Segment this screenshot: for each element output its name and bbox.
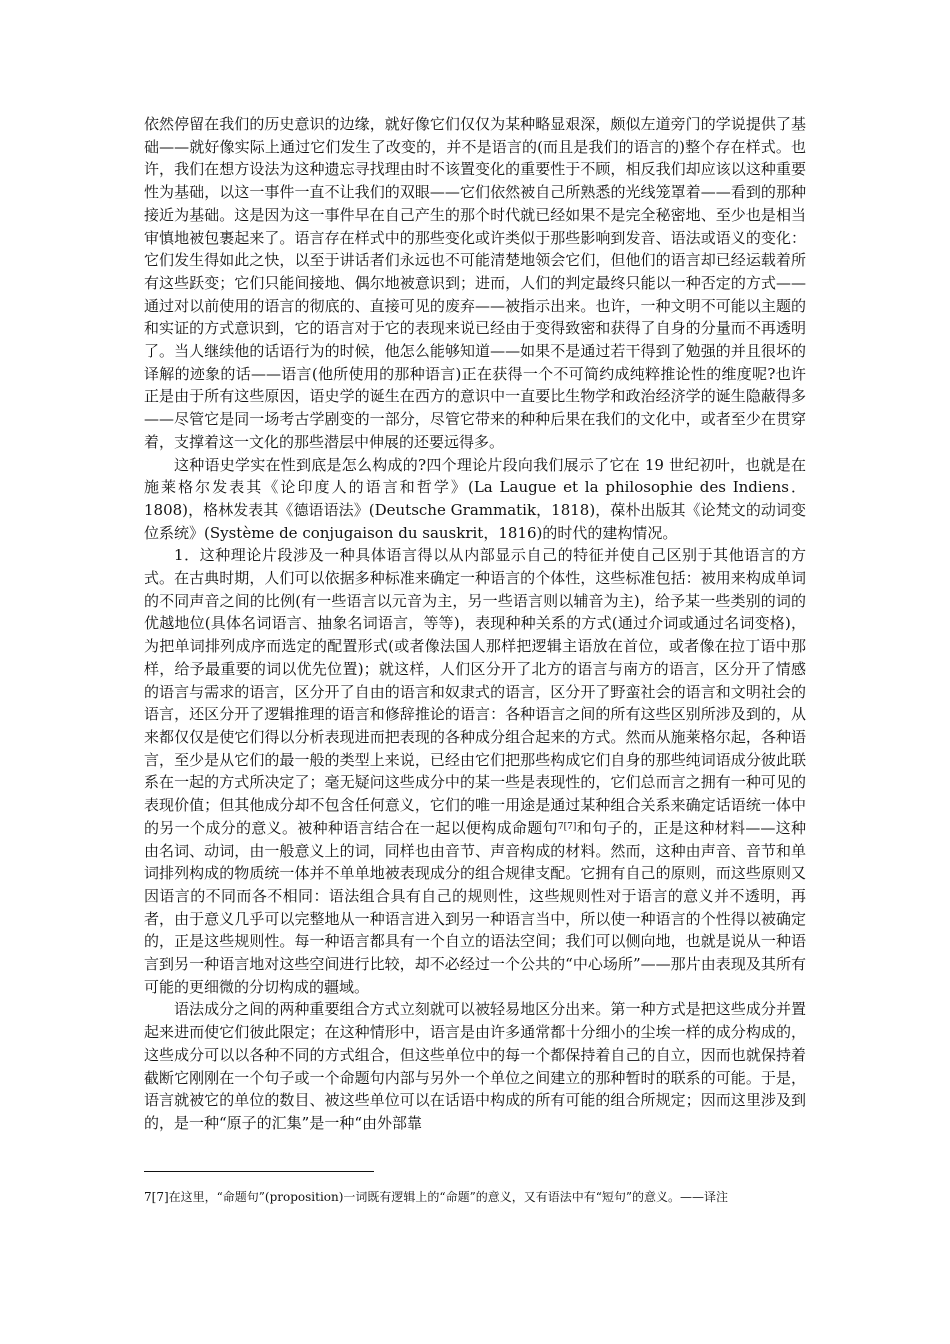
footnote-mark: 7[7] [144, 1190, 169, 1204]
paragraph-2: 这种语史学实在性到底是怎么构成的?四个理论片段向我们展示了它在 19 世纪初叶，也就是在施莱格尔发表其《论印度人的语言和哲学》(La Laugue et la philosophie des Indiens．1808)，格林发表其《德语语法》(Deutsche Grammatik，1818)，葆朴出版其《论梵文的动词变位系统》(Système de conjugaison du sauskrit，1816)的时代的建构情况。 [144, 455, 806, 542]
body-text [144, 113, 806, 1135]
paragraph-4: 语法成分之间的两种重要组合方式立刻就可以被轻易地区分出来。第一种方式是把这些成分并置起来进而使它们彼此限定；在这种情形中，语言是由许多通常都十分细小的尘埃一样的成分构成的，这些成分可以以各种不同的方式组合，但这些单位中的每一个都保持着自己的自立，因而也就保持着截断它刚刚在一个句子或一个命题句内部与另外一个单位之间建立的那种暂时的联系的可能。于是，语言就被它的单位的数目、被这些单位可以在话语中构成的所有可能的组合所规定；因而这里涉及到的，是一种“原子的汇集”是一种“由外部靠 [144, 1000, 806, 1132]
footnote [144, 1186, 806, 1208]
footnote-separator [144, 1171, 374, 1172]
paragraph-3 [144, 544, 806, 998]
paragraph-3-text-a: 1．这种理论片段涉及一种具体语言得以从内部显示自己的特征并使自己区别于其他语言的方式。在古典时期，人们可以依据多种标准来确定一种语言的个体性，这些标准包括：被用来构成单词的不同声音之间的比例(有一些语言以元音为主，另一些语言则以辅音为主)，给予某一些类别的词的优越地位(具体名词语言、抽象名词语言，等等)，表现种种关系的方式(通过介词或通过名词变格)，为把单词排列成序而选定的配置形式(或者像法国人那样把逻辑主语放在首位，或者像在拉丁语中那样，给予最重要的词以优先位置)；就这样，人们区分开了北方的语言与南方的语言，区分开了情感的语言与需求的语言，区分开了自由的语言和奴隶式的语言，区分开了野蛮社会的语言和文明社会的语言，还区分开了逻辑推理的语言和修辞推论的语言：各种语言之间的所有这些区别所涉及到的，从来都仅仅是使它们得以分析表现进而把表现的各种成分组合起来的方式。然而从施莱格尔起，各种语言，至少是从它们的最一般的类型上来说，已经由它们把那些构成它们自身的那些纯词语成分彼此联系在一起的方式所决定了；毫无疑问这些成分中的某一些是表现性的，它们总而言之拥有一种可见的表现价值；但其他成分却不包含任何意义，它们的唯一用途是通过某种组合关系来确定话语统一体中的另一个成分的意义。被种种语言结合在一起以便构成命题句 [144, 546, 806, 837]
footnote-reference[interactable]: 7[7] [557, 821, 577, 832]
paragraph-1: 依然停留在我们的历史意识的边缘，就好像它们仅仅为某种略显艰深，颇似左道旁门的学说提供了基础——就好像实际上通过它们发生了改变的，并不是语言的(而且是我们的语言的)整个存在样式。也许，我们在想方设法为这种遗忘寻找理由时不该置变化的重要性于不顾，相反我们却应该以这种重要性为基础，以这一事件一直不让我们的双眼——它们依然被自己所熟悉的光线笼罩着——看到的那种接近为基础。这是因为这一事件早在自己产生的那个时代就已经如果不是完全秘密地、至少也是相当审慎地被包裹起来了。语言存在样式中的那些变化或许类似于那些影响到发音、语法或语义的变化：它们发生得如此之快，以至于讲话者们永远也不可能清楚地领会它们，但他们的语言却已经运载着所有这些跃变；它们只能间接地、偶尔地被意识到；进而，人们的判定最终只能以一种否定的方式——通过对以前使用的语言的彻底的、直接可见的废弃——被指示出来。也许，一种文明不可能以主题的和实证的方式意识到，它的语言对于它的表现来说已经由于变得致密和获得了自身的分量而不再透明了。当人继续他的话语行为的时候，他怎么能够知道——如果不是通过若干得到了勉强的并且很坏的译解的迹象的话——语言(他所使用的那种语言)正在获得一个不可简约成纯粹推论性的维度呢?也许正是由于所有这些原因，语史学的诞生在西方的意识中一直要比生物学和政治经济学的诞生隐蔽得多——尽管它是同一场考古学剧变的一部分，尽管它带来的种种后果在我们的文化中，或者至少在贯穿着，支撑着这一文化的那些潜层中伸展的还要远得多。 [144, 115, 806, 451]
footnote-text: 在这里，“命题句”(proposition)一词既有逻辑上的“命题”的意义，又有语法中有“短句”的意义。——译注 [168, 1190, 728, 1204]
paragraph-3-text-b: 和句子的，正是这种材料——这种由名词、动词，由一般意义上的词，同样也由音节、声音构成的材料。然而，这种由声音、音节和单词排列构成的物质统一体并不单单地被表现成分的组合规律支配。它拥有自己的原则，而这些原则又因语言的不同而各不相同：语法组合具有自己的规则性，这些规则性对于语言的意义并不透明，再者，由于意义几乎可以完整地从一种语言进入到另一种语言当中，所以使一种语言的个性得以被确定的，正是这些规则性。每一种语言都具有一个自立的语法空间；我们可以侧向地，也就是说从一种语言到另一种语言地对这些空间进行比较，却不必经过一个公共的“中心场所”——那片由表现及其所有可能的更细微的分切构成的疆域。 [144, 818, 806, 996]
